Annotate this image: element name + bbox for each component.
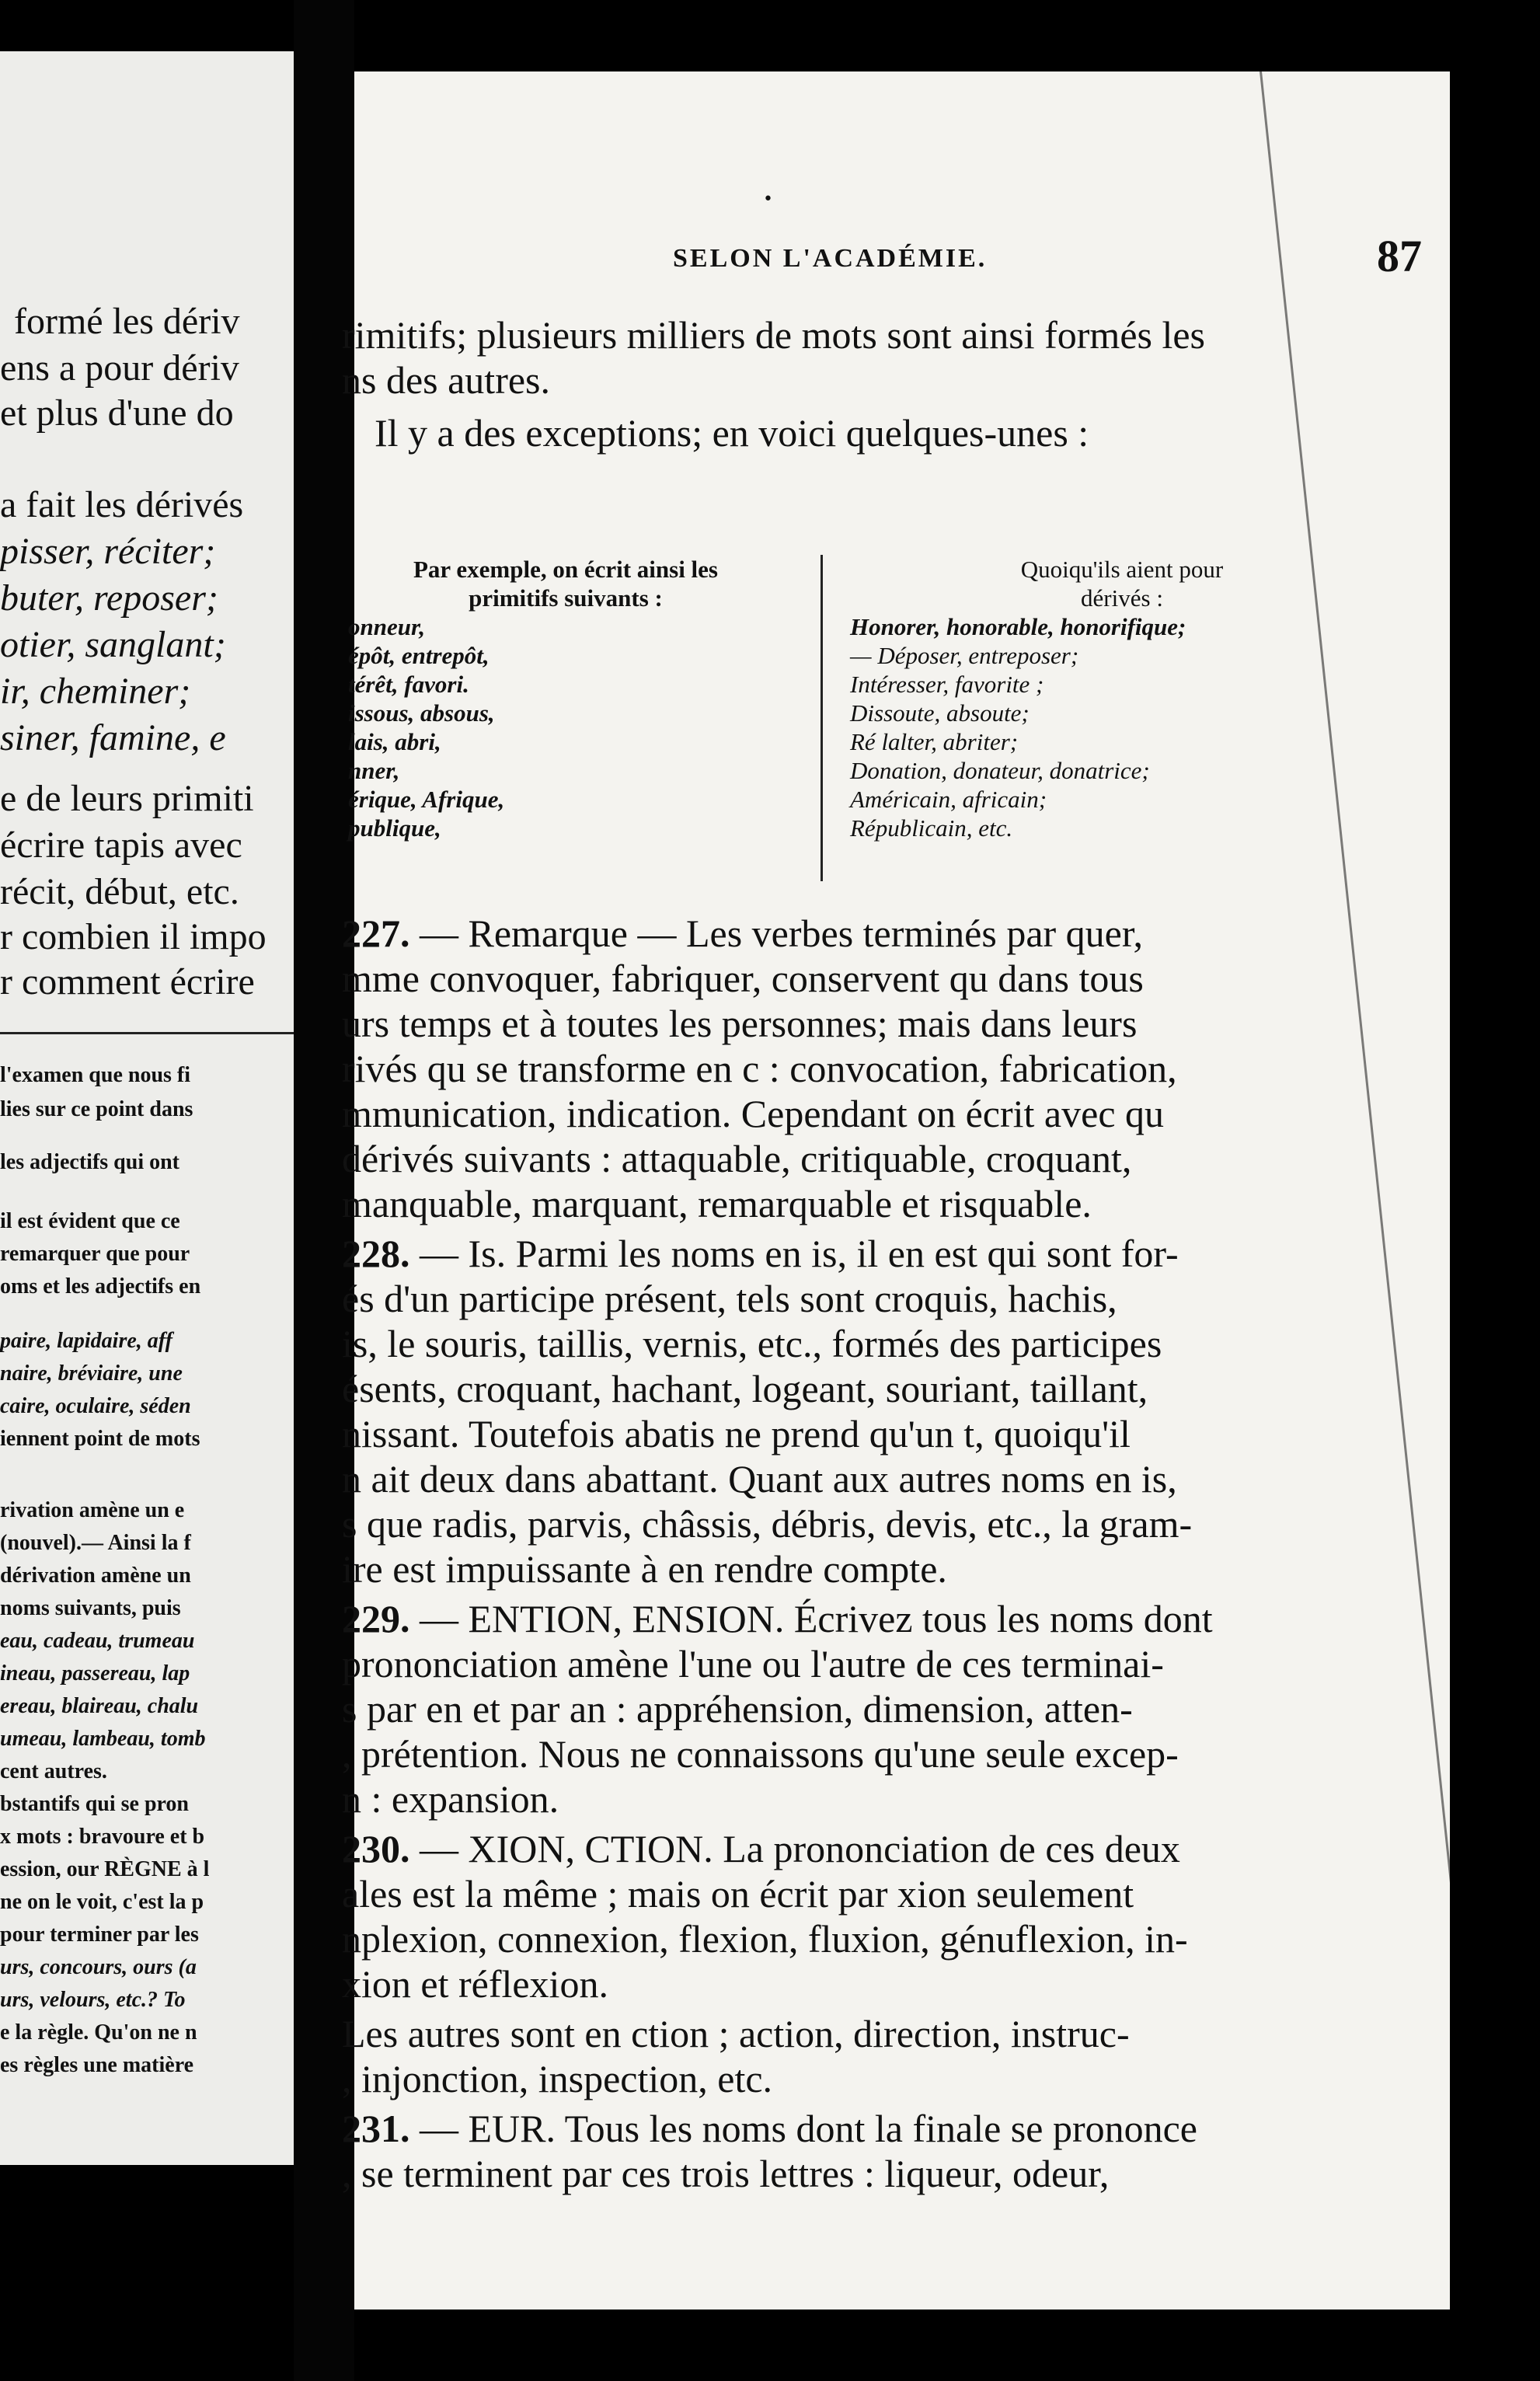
section-line bbox=[342, 1231, 1179, 1276]
section-line: n : expansion. bbox=[342, 1777, 559, 1821]
left-footnote-line: il est évident que ce bbox=[0, 1209, 180, 1233]
left-footnote-line: rivation amène un e bbox=[0, 1498, 185, 1522]
left-line: r comment écrire bbox=[0, 961, 255, 1002]
section-text: — EUR. Tous les noms dont la finale se prononce bbox=[420, 2107, 1197, 2150]
left-footnote-line: caire, oculaire, séden bbox=[0, 1394, 191, 1418]
footnote-rule bbox=[0, 1032, 294, 1034]
example-item: Républicain, etc. bbox=[850, 814, 1013, 842]
example-item: lais, abri, bbox=[348, 728, 441, 755]
section-line: , prétention. Nous ne connaissons qu'une seule excep- bbox=[342, 1732, 1179, 1776]
running-head: SELON L'ACADÉMIE. bbox=[673, 244, 988, 273]
example-item: Dissoute, absoute; bbox=[850, 699, 1030, 727]
left-footnote-line: naire, bréviaire, une bbox=[0, 1361, 183, 1386]
section-line: dérivés suivants : attaquable, critiquable, croquant, bbox=[342, 1137, 1132, 1180]
left-footnote-line: es règles une matière bbox=[0, 2053, 194, 2077]
left-page-fragment bbox=[0, 51, 294, 2165]
left-footnote-line: bstantifs qui se pron bbox=[0, 1792, 190, 1816]
body-line: rimitifs; plusieurs milliers de mots sont ainsi formés les bbox=[342, 313, 1206, 357]
left-footnote-line: ineau, passereau, lap bbox=[0, 1661, 190, 1686]
left-line: buter, reposer; bbox=[0, 577, 218, 619]
example-item: térêt, favori. bbox=[348, 671, 469, 698]
section-line: urs temps et à toutes les personnes; mais dans leurs bbox=[342, 1002, 1138, 1045]
left-footnote-line: remarquer que pour bbox=[0, 1242, 190, 1266]
left-footnote-line: eau, cadeau, trumeau bbox=[0, 1629, 195, 1653]
examples-right-heading: dérivés : bbox=[1081, 584, 1163, 612]
left-line: et plus d'une do bbox=[0, 392, 234, 434]
example-item: Honorer, honorable, honorifique; bbox=[850, 613, 1186, 640]
examples-left-heading: Par exemple, on écrit ainsi les bbox=[413, 556, 718, 583]
section-line: nplexion, connexion, flexion, fluxion, génuflexion, in- bbox=[342, 1917, 1188, 1961]
left-line: ir, cheminer; bbox=[0, 671, 191, 712]
section-line: ire est impuissante à en rendre compte. bbox=[342, 1547, 947, 1591]
section-line bbox=[342, 1826, 1180, 1871]
section-text: — Remarque — Les verbes terminés par quer, bbox=[420, 912, 1144, 955]
section-line: prononciation amène l'une ou l'autre de ces terminai- bbox=[342, 1642, 1164, 1686]
left-footnote-line: cent autres. bbox=[0, 1759, 107, 1783]
left-footnote-line: e la règle. Qu'on ne n bbox=[0, 2020, 197, 2045]
section-line: ales est la même ; mais on écrit par xion seulement bbox=[342, 1872, 1134, 1916]
example-item: nner, bbox=[348, 757, 400, 784]
section-line: mme convoquer, fabriquer, conservent qu dans tous bbox=[342, 957, 1144, 1000]
left-footnote-line: l'examen que nous fi bbox=[0, 1063, 191, 1087]
left-footnote-line: x mots : bravoure et b bbox=[0, 1825, 205, 1849]
section-line: Les autres sont en ction ; action, direction, instruc- bbox=[342, 2012, 1130, 2055]
left-line: ens a pour dériv bbox=[0, 347, 239, 389]
left-line: r combien il impo bbox=[0, 916, 267, 957]
left-footnote-line: noms suivants, puis bbox=[0, 1596, 181, 1620]
section-line bbox=[342, 1596, 1213, 1641]
section-number: 227. bbox=[342, 912, 410, 955]
examples-left-heading: primitifs suivants : bbox=[469, 584, 663, 612]
example-item: issous, absous, bbox=[348, 699, 495, 727]
section-line bbox=[342, 2106, 1197, 2151]
example-item: onneur, bbox=[348, 613, 426, 640]
left-footnote-line: iennent point de mots bbox=[0, 1427, 200, 1451]
example-item: — Déposer, entreposer; bbox=[850, 642, 1079, 669]
section-number: 229. bbox=[342, 1597, 410, 1640]
left-footnote-line: ession, our RÈGNE à l bbox=[0, 1857, 210, 1881]
examples-right-heading: Quoiqu'ils aient pour bbox=[1020, 556, 1224, 583]
section-number: 230. bbox=[342, 1827, 410, 1870]
left-footnote-line: les adjectifs qui ont bbox=[0, 1150, 179, 1174]
page-number: 87 bbox=[1377, 231, 1422, 281]
section-line: és d'un participe présent, tels sont croquis, hachis, bbox=[342, 1277, 1117, 1320]
example-item: Américain, africain; bbox=[850, 786, 1047, 813]
left-footnote-line: umeau, lambeau, tomb bbox=[0, 1727, 206, 1751]
left-footnote-line: ne on le voit, c'est la p bbox=[0, 1890, 204, 1914]
section-number: 228. bbox=[342, 1232, 410, 1275]
page-crease-line bbox=[1260, 71, 1496, 2298]
left-line: formé les dériv bbox=[14, 301, 240, 342]
left-footnote-line: lies sur ce point dans bbox=[0, 1097, 193, 1121]
section-text: — Is. Parmi les noms en is, il en est qui sont for- bbox=[420, 1232, 1179, 1275]
left-line: pisser, réciter; bbox=[0, 531, 216, 572]
left-footnote-line: pour terminer par les bbox=[0, 1923, 199, 1947]
section-line: is, le souris, taillis, vernis, etc., formés des participes bbox=[342, 1322, 1162, 1365]
section-line: ésents, croquant, hachant, logeant, souriant, taillant, bbox=[342, 1367, 1148, 1410]
left-line: otier, sanglant; bbox=[0, 624, 226, 665]
section-number: 231. bbox=[342, 2107, 410, 2150]
section-line bbox=[342, 911, 1143, 956]
section-text: — XION, CTION. La prononciation de ces deux bbox=[420, 1827, 1180, 1870]
left-footnote-line: paire, lapidaire, aff bbox=[0, 1329, 172, 1353]
section-line: , injonction, inspection, etc. bbox=[342, 2057, 773, 2100]
section-line: , se terminent par ces trois lettres : liqueur, odeur, bbox=[342, 2152, 1110, 2195]
example-item: publique, bbox=[348, 814, 441, 842]
left-footnote-line: (nouvel).— Ainsi la f bbox=[0, 1531, 191, 1555]
section-line: nissant. Toutefois abatis ne prend qu'un t, quoiqu'il bbox=[342, 1412, 1131, 1455]
examples-derivatives-column bbox=[850, 555, 1394, 842]
left-line: e de leurs primiti bbox=[0, 778, 254, 819]
body-line: Il y a des exceptions; en voici quelques-unes : bbox=[375, 411, 1089, 455]
left-footnote-line: dérivation amène un bbox=[0, 1564, 191, 1588]
right-page bbox=[342, 71, 1450, 2310]
left-line: a fait les dérivés bbox=[0, 484, 244, 525]
left-line: récit, début, etc. bbox=[0, 871, 239, 912]
left-footnote-line: urs, velours, etc.? To bbox=[0, 1988, 186, 2012]
section-line: xion et réflexion. bbox=[342, 1962, 608, 2006]
example-item: érique, Afrique, bbox=[348, 786, 505, 813]
section-line: manquable, marquant, remarquable et risquable. bbox=[342, 1182, 1092, 1225]
section-text: — ENTION, ENSION. Écrivez tous les noms dont bbox=[420, 1597, 1213, 1640]
left-footnote-line: urs, concours, ours (a bbox=[0, 1955, 197, 1979]
section-line: n ait deux dans abattant. Quant aux autres noms en is, bbox=[342, 1457, 1177, 1501]
section-line: rivés qu se transforme en c : convocation, fabrication, bbox=[342, 1047, 1177, 1090]
column-divider bbox=[821, 555, 823, 881]
body-line: ns des autres. bbox=[342, 358, 550, 402]
ornament-mark: • bbox=[763, 190, 773, 209]
example-item: Ré lalter, abriter; bbox=[850, 728, 1019, 755]
section-line: mmunication, indication. Cependant on écrit avec qu bbox=[342, 1092, 1165, 1135]
example-item: Donation, donateur, donatrice; bbox=[850, 757, 1150, 784]
section-line: s que radis, parvis, châssis, débris, devis, etc., la gram- bbox=[342, 1502, 1193, 1546]
example-item: épôt, entrepôt, bbox=[348, 642, 490, 669]
section-line: s par en et par an : appréhension, dimension, atten- bbox=[342, 1687, 1133, 1731]
left-footnote-line: ereau, blaireau, chalu bbox=[0, 1694, 199, 1718]
left-line: siner, famine, e bbox=[0, 717, 226, 758]
example-item: Intéresser, favorite ; bbox=[850, 671, 1044, 698]
left-line: écrire tapis avec bbox=[0, 824, 242, 866]
examples-primitives-column bbox=[348, 555, 783, 842]
left-footnote-line: oms et les adjectifs en bbox=[0, 1274, 201, 1299]
